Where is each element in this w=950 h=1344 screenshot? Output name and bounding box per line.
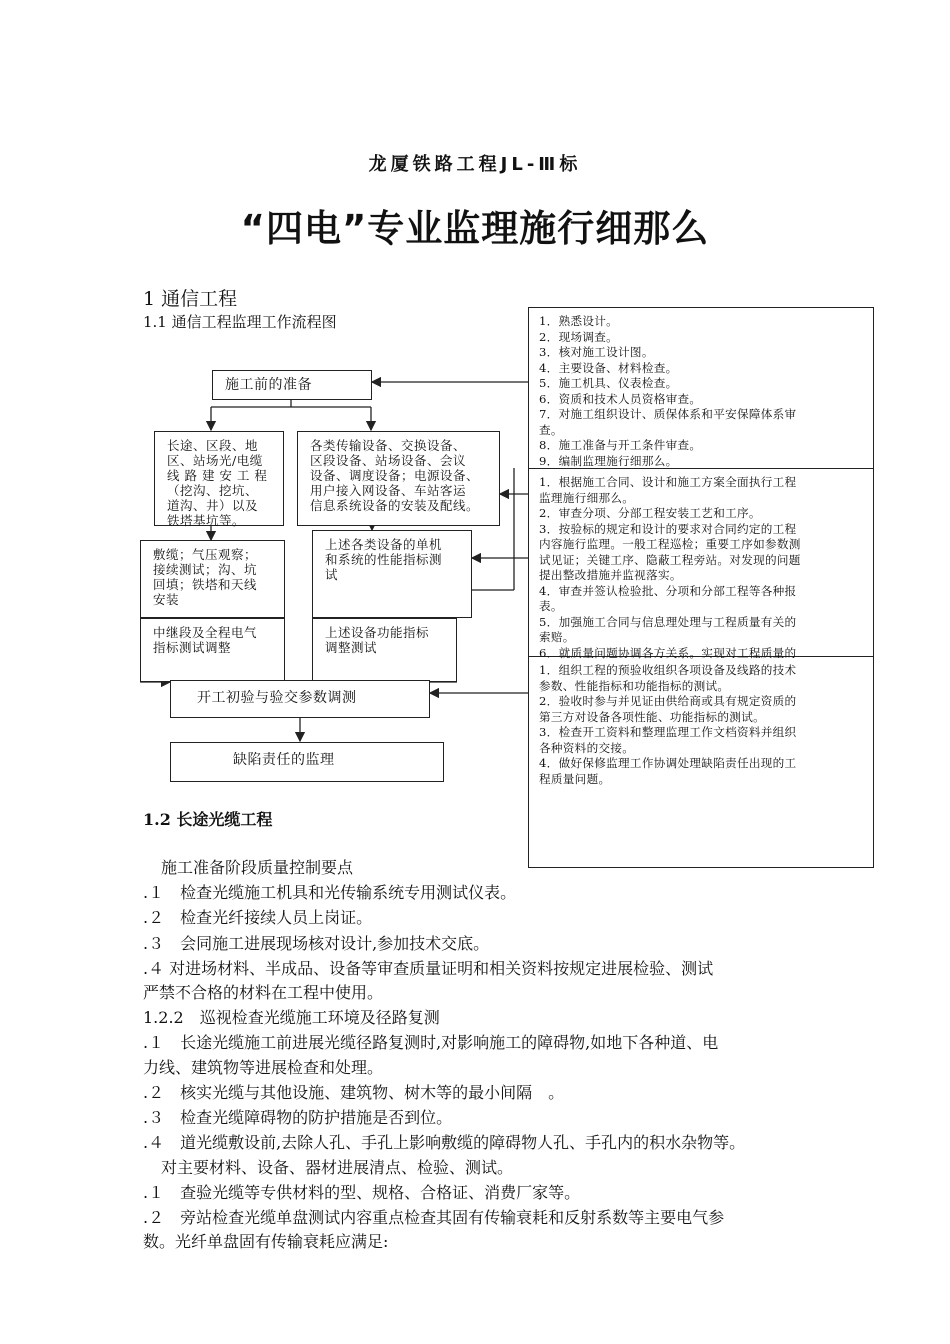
panel-line: 第三方对设备各项性能、功能指标的测试。 <box>539 709 765 724</box>
panel-line: 1．组织工程的预验收组织各项设备及线路的技术 <box>539 663 797 677</box>
body-line: .３ 会同施工进展现场核对设计,参加技术交底。 <box>143 934 490 953</box>
panel-group-construction <box>539 475 801 661</box>
panel-group-preparation <box>539 314 796 469</box>
panel-line: 监理施行细那么。 <box>539 490 635 505</box>
panel-line: 5．施工机具、仪表检查。 <box>539 376 678 390</box>
panel-line: 内容施行监理。一般工程巡检；重要工序如参数测 <box>539 537 801 551</box>
panel-line: 程质量问题。 <box>539 771 611 786</box>
flow-text-line: 指标测试调整 <box>153 640 232 655</box>
flow-box-preparation <box>212 370 372 400</box>
panel-line: 9．编制监理施行细那么。 <box>539 453 678 468</box>
panel-line: 表。 <box>539 599 563 613</box>
panel-line: 3．按验标的规定和设计的要求对合同约定的工程 <box>539 521 797 536</box>
flow-box-function-test <box>312 618 457 682</box>
flow-text-line: 调整测试 <box>325 640 378 655</box>
panel-line: 6．资质和技术人员资格审查。 <box>539 391 702 406</box>
flow-text-line: 和系统的性能指标测 <box>325 552 443 567</box>
flow-text-line: 设备、调度设备；电源设备、 <box>310 468 480 483</box>
flow-text-line: 上述各类设备的单机 <box>325 537 443 552</box>
panel-line: 8．施工准备与开工条件审查。 <box>539 438 702 452</box>
document-subtitle: 龙厦铁路工程JL-Ⅲ标 <box>368 154 582 175</box>
flow-text-line: （挖沟、挖坑、 <box>167 483 259 498</box>
flow-box-performance-test <box>312 530 472 618</box>
body-line: .１ 检查光缆施工机具和光传输系统专用测试仪表。 <box>143 883 517 902</box>
body-line: .２ 检查光纤接续人员上岗证。 <box>143 908 373 927</box>
flow-text-line: 敷缆；气压观察； <box>153 547 258 562</box>
panel-line: 索赔。 <box>539 630 575 644</box>
flow-text-line: 中继段及全程电气 <box>153 625 258 640</box>
flow-text-line: 各类传输设备、交换设备、 <box>310 438 467 453</box>
flow-text-line: 区段设备、站场设备、会议 <box>310 453 467 468</box>
panel-line: 参数、性能指标和功能指标的测试。 <box>539 678 730 693</box>
panel-line: 2．验收时参与并见证由供给商或具有规定资质的 <box>539 694 797 708</box>
flow-box-preparation-label: 施工前的准备 <box>225 377 312 393</box>
flow-box-relay-test <box>140 618 285 682</box>
body-line: 数。光纤单盘固有传输衰耗应满足: <box>143 1232 389 1251</box>
body-line: 力线、建筑物等进展检查和处理。 <box>143 1058 384 1077</box>
flow-text-line: 回填；铁塔和天线 <box>153 577 258 592</box>
body-line: 严禁不合格的材料在工程中使用。 <box>143 983 384 1002</box>
section-heading-1: 1 通信工程 <box>143 288 238 310</box>
flow-text-line: 接续测试；沟、坑 <box>153 562 258 577</box>
panel-line: 3．检查开工资料和整理监理工作文档资料并组织 <box>539 725 797 739</box>
panel-line: 4．做好保修监理工作协调处理缺陷责任出现的工 <box>539 756 797 770</box>
panel-line: 试见证；关键工序、隐蔽工程旁站。对发现的问题 <box>539 552 801 567</box>
flow-box-acceptance-label: 开工初验与验交参数调测 <box>197 690 357 706</box>
body-line: .２ 核实光缆与其他设施、建筑物、树木等的最小间隔 。 <box>143 1083 565 1102</box>
panel-line: 查。 <box>539 422 563 437</box>
panel-line: 提出整改措施并监视落实。 <box>539 568 682 582</box>
body-line: .１ 查验光缆等专供材料的型、规格、合格证、消费厂家等。 <box>143 1183 581 1202</box>
panel-line: 1．熟悉设计。 <box>539 314 619 328</box>
flow-text-line: 区、站场光/电缆 <box>167 453 263 468</box>
flow-text-line: 长途、区段、地 <box>167 438 259 453</box>
flow-box-line-construction <box>154 431 284 526</box>
body-line: .４ 对进场材料、半成品、设备等审查质量证明和相关资料按规定进展检验、测试 <box>143 959 714 978</box>
flow-text-line: 道沟、井）以及 <box>167 498 259 513</box>
body-line: 1.2.2 巡视检查光缆施工环境及径路复测 <box>143 1008 440 1027</box>
flow-box-defect-liability-label: 缺陷责任的监理 <box>233 752 335 768</box>
panel-line: 2．现场调查。 <box>539 329 619 344</box>
body-line: .１ 长途光缆施工前进展光缆径路复测时,对影响施工的障碍物,如地下各种道、电 <box>143 1033 719 1052</box>
flow-text-line: 信息系统设备的安装及配线。 <box>310 498 480 513</box>
flow-text-line: 试 <box>325 567 339 582</box>
panel-line: 6．就质量问题协调各方关系。实现对工程质量的 <box>539 645 797 660</box>
flow-text-line: 用户接入网设备、车站客运 <box>310 483 467 498</box>
flow-text-line: 线 路 建 安 工 程 <box>167 468 268 483</box>
body-line: .３ 检查光缆障碍物的防护措施是否到位。 <box>143 1108 453 1127</box>
flow-right-panel <box>528 307 874 868</box>
flow-box-defect-liability <box>170 742 444 782</box>
panel-line: 3．核对施工设计图。 <box>539 345 654 359</box>
body-line: .４ 道光缆敷设前,去除人孔、手孔上影响敷缆的障碍物人孔、手孔内的积水杂物等。 <box>143 1133 746 1152</box>
section-heading-1-2: 1.2 长途光缆工程 <box>143 810 273 829</box>
section-heading-1-1: 1.1 通信工程监理工作流程图 <box>143 313 337 331</box>
flow-text-line: 上述设备功能指标 <box>325 625 430 640</box>
panel-line: 2．审查分项、分部工程安装工艺和工序。 <box>539 506 761 520</box>
panel-line: 4．主要设备、材料检查。 <box>539 360 678 375</box>
panel-line: 各种资料的交接。 <box>539 740 635 755</box>
document-title: “四电”专业监理施行细那么 <box>240 207 710 250</box>
panel-line: 1．根据施工合同、设计和施工方案全面执行工程 <box>539 475 797 489</box>
body-line: 对主要材料、设备、器材进展清点、检验、测试。 <box>161 1158 514 1177</box>
flow-box-equipment-installation <box>297 431 500 526</box>
flow-text-line: 安装 <box>153 592 180 607</box>
flow-text-line: 铁塔基坑等。 <box>167 513 246 528</box>
panel-group-acceptance <box>539 663 796 787</box>
flow-box-acceptance <box>170 680 430 718</box>
panel-line: 7．对施工组织设计、质保体系和平安保障体系审 <box>539 407 797 421</box>
body-line: 施工准备阶段质量控制要点 <box>161 858 354 877</box>
body-line: .２ 旁站检查光缆单盘测试内容重点检查其固有传输衰耗和反射系数等主要电气参 <box>143 1208 725 1227</box>
panel-line: 4．审查并签认检验批、分项和分部工程等各种报 <box>539 583 797 598</box>
panel-line: 5．加强施工合同与信息理处理与工程质量有关的 <box>539 614 797 629</box>
flow-box-cable-laying <box>140 540 285 618</box>
